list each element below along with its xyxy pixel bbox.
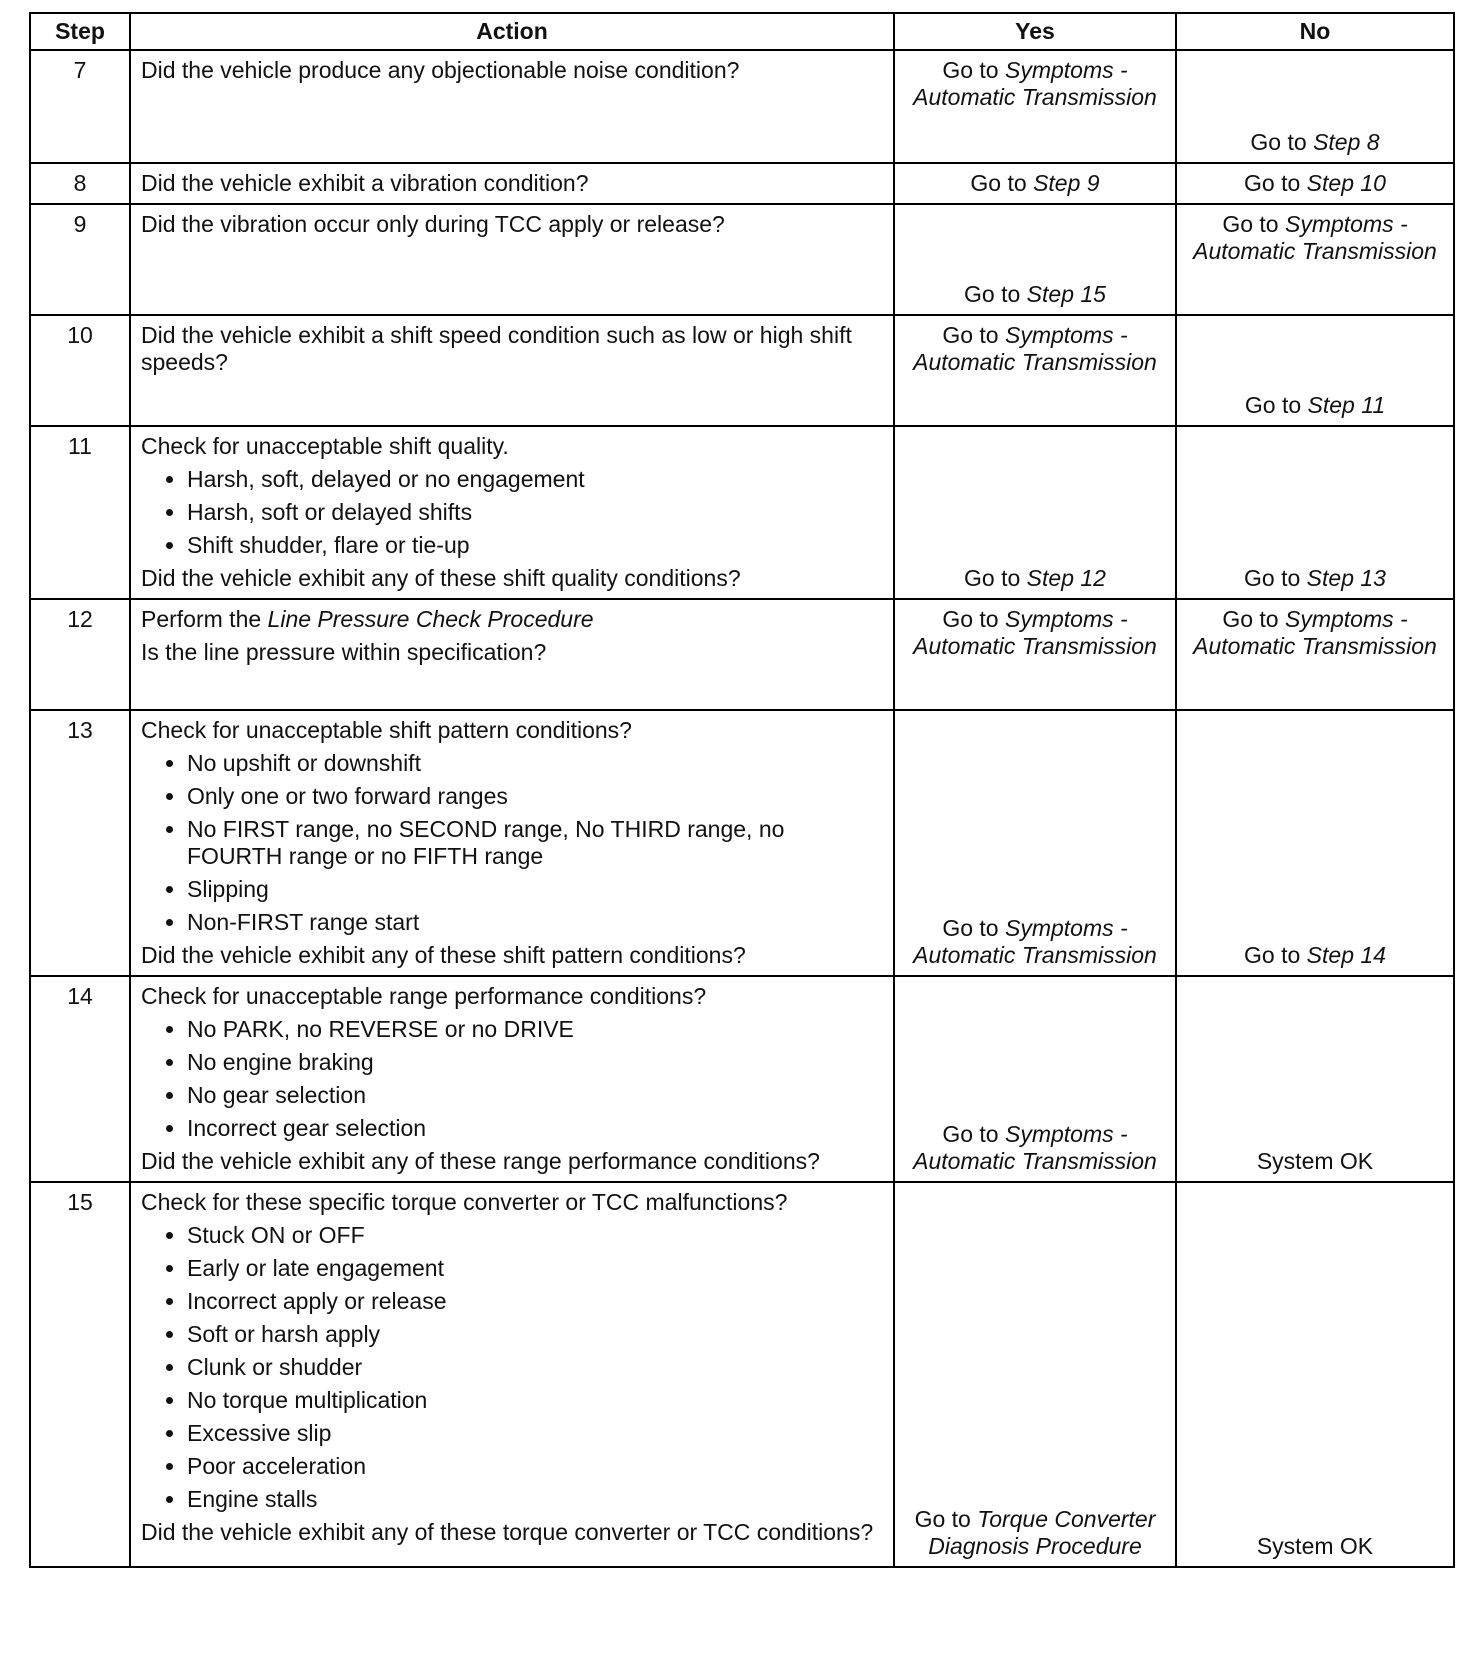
condition-item: • Shift shudder, flare or tie-up: [187, 532, 883, 559]
condition-item: • Excessive slip: [187, 1420, 883, 1447]
goto-text: Go to: [942, 606, 1005, 632]
goto-target-link[interactable]: Step 9: [1033, 170, 1100, 196]
condition-item: • Stuck ON or OFF: [187, 1222, 883, 1249]
step-number: 8: [30, 163, 130, 204]
table-row: [30, 204, 1454, 315]
no-result: [1176, 315, 1454, 426]
table-row: [30, 976, 1454, 1182]
action-text: Did the vehicle exhibit a shift speed condition such as low or high shift speeds?: [141, 322, 852, 375]
action-text: Check for unacceptable shift pattern conditions?: [141, 717, 632, 743]
condition-item: • No gear selection: [187, 1082, 883, 1109]
header-action: Action: [130, 13, 894, 50]
condition-list: [141, 750, 883, 936]
condition-list: [141, 1016, 883, 1142]
action-text: Did the vehicle exhibit any of these range performance conditions?: [141, 1148, 820, 1174]
action-cell: [130, 1182, 894, 1567]
goto-text: Go to: [1250, 129, 1314, 155]
goto-text: Go to: [942, 915, 1005, 941]
action-text: Perform the: [141, 606, 268, 632]
goto-text: Go to: [914, 1506, 978, 1532]
table-row: [30, 50, 1454, 163]
yes-result: [894, 315, 1176, 426]
yes-result: [894, 204, 1176, 315]
goto-target-link[interactable]: Symptoms - Automatic Transmission: [1193, 606, 1437, 659]
condition-item: • Incorrect apply or release: [187, 1288, 883, 1315]
table-row: [30, 426, 1454, 599]
step-number: 11: [30, 426, 130, 599]
goto-target-link[interactable]: Torque Converter Diagnosis Procedure: [928, 1506, 1156, 1559]
action-text: Check for unacceptable shift quality.: [141, 433, 509, 459]
step-number: 10: [30, 315, 130, 426]
action-text: Did the vehicle exhibit a vibration condition?: [141, 170, 589, 196]
action-text: Did the vehicle exhibit any of these shift quality conditions?: [141, 565, 741, 591]
condition-item: • No FIRST range, no SECOND range, No THIRD range, no FOURTH range or no FIFTH range: [187, 816, 883, 870]
goto-target-link[interactable]: Symptoms - Automatic Transmission: [913, 322, 1157, 375]
result-text: System OK: [1256, 1533, 1374, 1559]
condition-item: • No upshift or downshift: [187, 750, 883, 777]
goto-text: Go to: [1244, 942, 1307, 968]
condition-item: • Engine stalls: [187, 1486, 883, 1513]
no-result: [1176, 1182, 1454, 1567]
goto-text: Go to: [942, 322, 1005, 348]
diagnostic-table: [29, 12, 1455, 1568]
table-body: [30, 50, 1454, 1567]
goto-target-link[interactable]: Symptoms - Automatic Transmission: [913, 1121, 1157, 1174]
table-row: [30, 315, 1454, 426]
condition-list: [141, 466, 883, 559]
action-cell: [130, 976, 894, 1182]
action-instruction: [141, 606, 883, 633]
goto-target-link[interactable]: Step 15: [1026, 281, 1106, 307]
goto-target-link[interactable]: Symptoms - Automatic Transmission: [1193, 211, 1437, 264]
action-cell: [130, 710, 894, 976]
condition-item: • Only one or two forward ranges: [187, 783, 883, 810]
goto-text: Go to: [942, 1121, 1005, 1147]
result-text: System OK: [1256, 1148, 1374, 1174]
step-number: 14: [30, 976, 130, 1182]
condition-item: • Soft or harsh apply: [187, 1321, 883, 1348]
goto-text: Go to: [964, 565, 1027, 591]
no-result: [1176, 163, 1454, 204]
no-result: [1176, 976, 1454, 1182]
goto-target-link[interactable]: Symptoms - Automatic Transmission: [913, 915, 1157, 968]
header-yes: Yes: [894, 13, 1176, 50]
no-result: [1176, 204, 1454, 315]
action-cell: [130, 204, 894, 315]
action-text: Check for these specific torque converter or TCC malfunctions?: [141, 1189, 788, 1215]
condition-item: • No PARK, no REVERSE or no DRIVE: [187, 1016, 883, 1043]
action-text: Check for unacceptable range performance conditions?: [141, 983, 707, 1009]
procedure-reference: Line Pressure Check Procedure: [267, 606, 594, 632]
condition-item: • Harsh, soft, delayed or no engagement: [187, 466, 883, 493]
table-row: [30, 599, 1454, 710]
header-no: No: [1176, 13, 1454, 50]
yes-result: [894, 426, 1176, 599]
condition-item: • Clunk or shudder: [187, 1354, 883, 1381]
condition-item: • Incorrect gear selection: [187, 1115, 883, 1142]
condition-list: [141, 1222, 883, 1513]
yes-result: [894, 599, 1176, 710]
goto-text: Go to: [1244, 565, 1307, 591]
condition-item: • Non-FIRST range start: [187, 909, 883, 936]
step-number: 7: [30, 50, 130, 163]
yes-result: [894, 976, 1176, 1182]
action-text: Did the vehicle exhibit any of these torque converter or TCC conditions?: [141, 1519, 874, 1545]
table-row: [30, 1182, 1454, 1567]
condition-item: • No engine braking: [187, 1049, 883, 1076]
action-text: Did the vehicle produce any objectionable noise condition?: [141, 57, 740, 83]
step-number: 13: [30, 710, 130, 976]
goto-target-link[interactable]: Step 11: [1307, 392, 1386, 418]
goto-target-link[interactable]: Step 10: [1306, 170, 1386, 196]
goto-target-link[interactable]: Step 12: [1026, 565, 1106, 591]
step-number: 9: [30, 204, 130, 315]
no-result: [1176, 710, 1454, 976]
goto-target-link[interactable]: Symptoms - Automatic Transmission: [913, 57, 1157, 110]
action-cell: [130, 50, 894, 163]
action-text: Did the vibration occur only during TCC apply or release?: [141, 211, 725, 237]
condition-item: • Early or late engagement: [187, 1255, 883, 1282]
action-cell: [130, 163, 894, 204]
header-step: Step: [30, 13, 130, 50]
table-row: [30, 710, 1454, 976]
header-row: [30, 13, 1454, 50]
condition-item: • Slipping: [187, 876, 883, 903]
no-result: [1176, 50, 1454, 163]
goto-target-link[interactable]: Symptoms - Automatic Transmission: [913, 606, 1157, 659]
goto-text: Go to: [1222, 606, 1285, 632]
goto-target-link[interactable]: Step 13: [1306, 565, 1386, 591]
action-cell: [130, 426, 894, 599]
step-number: 15: [30, 1182, 130, 1567]
condition-item: • No torque multiplication: [187, 1387, 883, 1414]
yes-result: [894, 710, 1176, 976]
goto-text: Go to: [970, 170, 1034, 196]
no-result: [1176, 599, 1454, 710]
no-result: [1176, 426, 1454, 599]
yes-result: [894, 163, 1176, 204]
action-cell: [130, 315, 894, 426]
action-text: Did the vehicle exhibit any of these shift pattern conditions?: [141, 942, 746, 968]
condition-item: • Harsh, soft or delayed shifts: [187, 499, 883, 526]
goto-text: Go to: [1222, 211, 1285, 237]
goto-text: Go to: [1244, 392, 1308, 418]
goto-text: Go to: [964, 281, 1027, 307]
goto-target-link[interactable]: Step 14: [1306, 942, 1386, 968]
goto-target-link[interactable]: Step 8: [1313, 129, 1380, 155]
action-cell: [130, 599, 894, 710]
condition-item: • Poor acceleration: [187, 1453, 883, 1480]
goto-text: Go to: [1244, 170, 1307, 196]
goto-text: Go to: [942, 57, 1005, 83]
action-text: Is the line pressure within specification?: [141, 639, 547, 665]
table-row: [30, 163, 1454, 204]
step-number: 12: [30, 599, 130, 710]
yes-result: [894, 1182, 1176, 1567]
yes-result: [894, 50, 1176, 163]
